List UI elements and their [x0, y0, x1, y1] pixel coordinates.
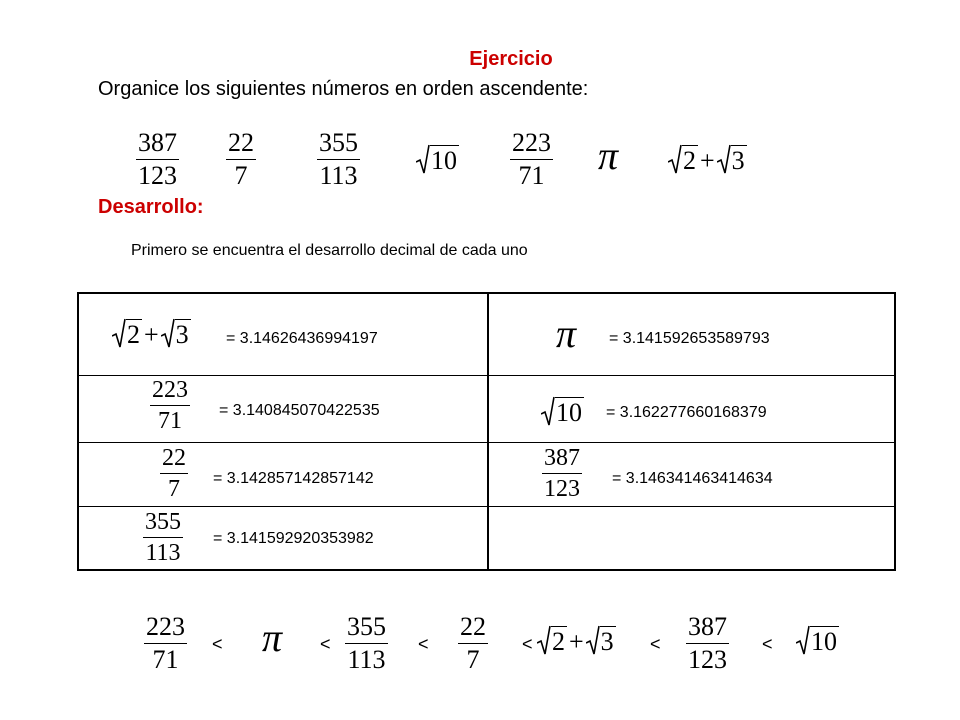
less-than-sign: <: [522, 634, 533, 654]
fraction-bar: [226, 159, 256, 160]
fraction-bar: [136, 159, 179, 160]
less-than-sign: <: [762, 634, 773, 654]
radical-sign-icon: [416, 144, 430, 174]
table-divider: [487, 292, 489, 571]
pi-symbol: π: [556, 311, 577, 356]
plus-sign: +: [569, 627, 584, 656]
numerator: 387: [138, 128, 177, 157]
radical-sign-icon: [717, 144, 731, 174]
fraction-22-7: [226, 130, 256, 189]
numerator: 355: [319, 128, 358, 157]
radical-sign-icon: [586, 625, 600, 655]
table-row-divider: [77, 375, 896, 376]
numerator: 223: [152, 377, 188, 403]
value-sqrt-10: = 3.162277660168379: [606, 404, 767, 421]
sqrt-10: [416, 144, 459, 174]
radical-sign-icon: [112, 318, 126, 348]
fraction-355-113: [317, 130, 360, 189]
numerator: 22: [162, 445, 186, 471]
numerator: 355: [347, 612, 386, 641]
plus-sign: +: [700, 146, 715, 175]
denominator: 123: [544, 476, 580, 502]
fraction-bar: [144, 643, 187, 644]
fraction-bar: [458, 643, 488, 644]
order-3-fraction-355-113: [345, 614, 388, 673]
radicand: 2: [127, 320, 140, 349]
radical-sign-icon: [668, 144, 682, 174]
fraction-bar: [345, 643, 388, 644]
less-than-sign: <: [212, 634, 223, 654]
fraction-223-71: [510, 130, 553, 189]
denominator: 7: [466, 645, 480, 674]
radicand: 2: [683, 146, 696, 175]
fraction-bar: [542, 473, 582, 474]
fraction-bar: [160, 473, 188, 474]
denominator: 71: [518, 161, 545, 190]
numerator: 223: [146, 612, 185, 641]
denominator: 113: [145, 540, 181, 566]
radical-sign-icon: [537, 625, 551, 655]
denominator: 113: [319, 161, 358, 190]
pi-symbol: π: [598, 133, 619, 178]
radical-sign-icon: [161, 318, 175, 348]
sqrt2-plus-sqrt3: [112, 318, 191, 348]
radical-sign-icon: [541, 396, 555, 426]
order-6-fraction-387-123: [686, 614, 729, 673]
fraction-bar: [686, 643, 729, 644]
numerator: 387: [544, 445, 580, 471]
fraction-22-7: [160, 446, 188, 501]
table-row-divider: [77, 506, 896, 507]
fraction-bar: [317, 159, 360, 160]
denominator: 123: [138, 161, 177, 190]
value-387-123: = 3.146341463414634: [612, 470, 773, 487]
fraction-bar: [150, 405, 190, 406]
value-223-71: = 3.140845070422535: [219, 402, 380, 419]
value-355-113: = 3.141592920353982: [213, 530, 374, 547]
numerator: 223: [512, 128, 551, 157]
value-sqrt2-plus-sqrt3: = 3.14626436994197: [226, 330, 378, 347]
fraction-387-123: [542, 446, 582, 501]
sqrt2-plus-sqrt3: [668, 144, 747, 174]
numerator: 22: [228, 128, 254, 157]
instruction-text: Organice los siguientes números en orden ascendente:: [98, 78, 589, 100]
less-than-sign: <: [650, 634, 661, 654]
radicand: 3: [175, 320, 189, 349]
numerator: 387: [688, 612, 727, 641]
denominator: 123: [688, 645, 727, 674]
numerator: 22: [460, 612, 486, 641]
less-than-sign: <: [418, 634, 429, 654]
fraction-387-123: [136, 130, 179, 189]
fraction-355-113: [143, 510, 183, 565]
less-than-sign: <: [320, 634, 331, 654]
plus-sign: +: [144, 320, 159, 349]
denominator: 71: [158, 408, 182, 434]
table-row-divider: [77, 442, 896, 443]
radicand: 10: [431, 146, 457, 175]
radicand: 10: [556, 398, 582, 427]
radicand: 3: [731, 146, 745, 175]
order-5-sqrt2-plus-sqrt3: [537, 625, 616, 655]
order-1-fraction-223-71: [144, 614, 187, 673]
denominator: 7: [234, 161, 248, 190]
radicand: 2: [552, 627, 565, 656]
denominator: 7: [168, 476, 180, 502]
order-2-pi: π: [262, 615, 283, 660]
order-4-fraction-22-7: [458, 614, 488, 673]
exercise-title: Ejercicio: [469, 48, 553, 70]
denominator: 113: [347, 645, 386, 674]
development-heading: Desarrollo:: [98, 196, 204, 218]
value-22-7: = 3.142857142857142: [213, 470, 374, 487]
order-7-sqrt-10: [796, 625, 839, 655]
radicand: 10: [811, 627, 837, 656]
fraction-bar: [510, 159, 553, 160]
fraction-bar: [143, 537, 183, 538]
denominator: 71: [152, 645, 179, 674]
fraction-223-71: [150, 378, 190, 433]
numerator: 355: [145, 509, 181, 535]
value-pi: = 3.141592653589793: [609, 330, 770, 347]
radical-sign-icon: [796, 625, 810, 655]
sqrt-10: [541, 396, 584, 426]
radicand: 3: [600, 627, 614, 656]
development-intro: Primero se encuentra el desarrollo decimal de cada uno: [131, 242, 528, 259]
